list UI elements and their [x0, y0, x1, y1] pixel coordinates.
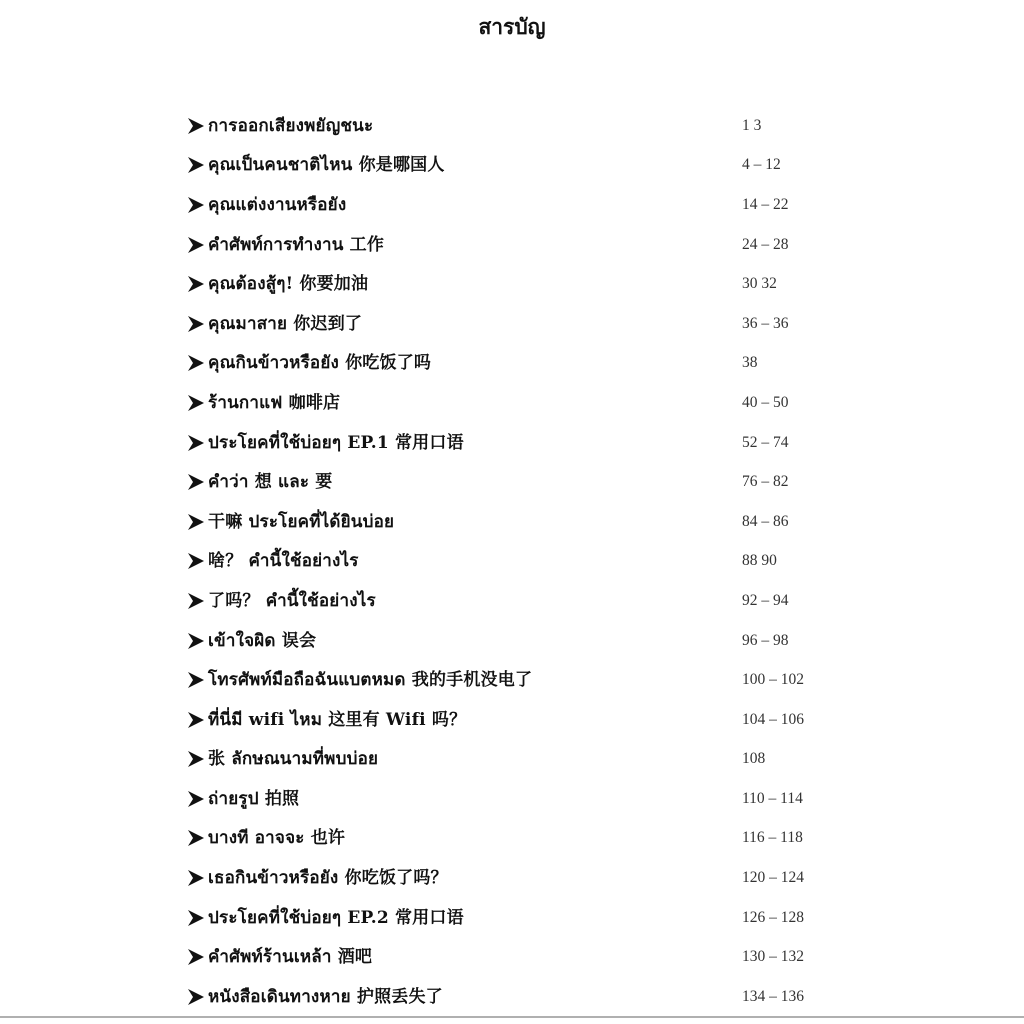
toc-entry-pages: 52 – 74: [742, 433, 789, 451]
arrowhead-bullet-icon: [186, 708, 208, 732]
toc-entry-pages: 120 – 124: [742, 869, 804, 887]
toc-entry-title: การออกเสียงพยัญชนะ: [208, 115, 374, 136]
toc-entry-pages: 110 – 114: [742, 789, 803, 807]
arrowhead-bullet-icon: [186, 866, 208, 890]
arrowhead-bullet-icon: [186, 945, 208, 969]
arrowhead-bullet-icon: [186, 233, 208, 257]
arrowhead-bullet-icon: [186, 510, 208, 534]
toc-entry-pages: 88 90: [742, 552, 777, 570]
toc-entry: [186, 383, 846, 423]
toc-entry: [186, 462, 846, 502]
arrowhead-bullet-icon: [186, 549, 208, 573]
arrowhead-bullet-icon: [186, 787, 208, 811]
toc-entry: [186, 898, 846, 938]
toc-entry: [186, 660, 846, 700]
toc-entry: [186, 185, 846, 225]
toc-entry-title: หนังสือเดินทางหาย 护照丢失了: [208, 986, 443, 1007]
arrowhead-bullet-icon: [186, 470, 208, 494]
toc-entry-title: 张 ลักษณนามที่พบบ่อย: [208, 749, 379, 770]
toc-entry: [186, 819, 846, 859]
arrowhead-bullet-icon: [186, 153, 208, 177]
arrowhead-bullet-icon: [186, 351, 208, 375]
toc-entry-pages: 100 – 102: [742, 671, 804, 689]
toc-entry: [186, 621, 846, 661]
toc-entry-pages: 126 – 128: [742, 908, 804, 926]
toc-entry: [186, 146, 846, 186]
toc-entry-pages: 130 – 132: [742, 948, 804, 966]
toc-entry: [186, 858, 846, 898]
toc-entry-title: ประโยคที่ใช้บ่อยๆ EP.2 常用口语: [208, 907, 464, 928]
toc-entry: [186, 542, 846, 582]
toc-entry-pages: 116 – 118: [742, 829, 803, 847]
toc-entry-title: ร้านกาแฟ 咖啡店: [208, 392, 341, 413]
toc-entry-title: โทรศัพท์มือถือฉันแบตหมด 我的手机没电了: [208, 670, 533, 691]
toc-entry-pages: 92 – 94: [742, 591, 789, 609]
arrowhead-bullet-icon: [186, 826, 208, 850]
toc-entry: [186, 344, 846, 384]
toc-entry-title: 啥？ คำนี้ใช้อย่างไร: [208, 551, 359, 572]
toc-entry: [186, 304, 846, 344]
toc-entry-title: คำศัพท์การทำงาน 工作: [208, 234, 385, 255]
toc-entry-title: คุณเป็นคนชาติไหน 你是哪国人: [208, 155, 445, 176]
toc-entry-title: คุณมาสาย 你迟到了: [208, 313, 363, 334]
arrowhead-bullet-icon: [186, 391, 208, 415]
toc-entry: [186, 937, 846, 977]
toc-entry: [186, 977, 846, 1017]
toc-entry-title: คุณแต่งงานหรือยัง: [208, 194, 347, 215]
toc-entry-pages: 84 – 86: [742, 512, 789, 530]
toc-entry-pages: 104 – 106: [742, 710, 804, 728]
table-of-contents: [186, 106, 846, 1017]
arrowhead-bullet-icon: [186, 193, 208, 217]
arrowhead-bullet-icon: [186, 747, 208, 771]
toc-entry-title: คำศัพท์ร้านเหล้า 酒吧: [208, 947, 373, 968]
toc-entry-pages: 108: [742, 750, 766, 768]
toc-entry-pages: 40 – 50: [742, 393, 789, 411]
toc-entry: [186, 740, 846, 780]
toc-entry-pages: 30 32: [742, 275, 777, 293]
toc-entry-title: บางที อาจจะ 也许: [208, 828, 346, 849]
toc-entry-title: คุณต้องสู้ๆ! 你要加油: [208, 274, 369, 295]
toc-entry: [186, 106, 846, 146]
arrowhead-bullet-icon: [186, 312, 208, 336]
toc-entry: [186, 502, 846, 542]
toc-entry-title: 了吗？ คำนี้ใช้อย่างไร: [208, 590, 376, 611]
toc-entry: [186, 700, 846, 740]
toc-entry-title: คำว่า 想 และ 要: [208, 472, 333, 493]
toc-entry-title: ที่นี่มี wifi ไหม 这里有 Wifi 吗？: [208, 709, 467, 730]
arrowhead-bullet-icon: [186, 629, 208, 653]
toc-entry-pages: 38: [742, 354, 758, 372]
arrowhead-bullet-icon: [186, 589, 208, 613]
page-title: สารบัญ: [478, 14, 546, 39]
arrowhead-bullet-icon: [186, 431, 208, 455]
toc-entry-title: 干嘛 ประโยคที่ได้ยินบ่อย: [208, 511, 395, 532]
toc-entry: [186, 225, 846, 265]
toc-entry-title: ถ่ายรูป 拍照: [208, 788, 300, 809]
arrowhead-bullet-icon: [186, 272, 208, 296]
toc-entry-pages: 14 – 22: [742, 195, 789, 213]
toc-entry-pages: 134 – 136: [742, 987, 804, 1005]
toc-entry: [186, 423, 846, 463]
arrowhead-bullet-icon: [186, 985, 208, 1009]
toc-entry-title: ประโยคที่ใช้บ่อยๆ EP.1 常用口语: [208, 432, 464, 453]
page-bottom-edge: [0, 1016, 1024, 1018]
toc-entry-pages: 4 – 12: [742, 156, 781, 174]
toc-entry-title: คุณกินข้าวหรือยัง 你吃饭了吗: [208, 353, 432, 374]
toc-entry: [186, 264, 846, 304]
arrowhead-bullet-icon: [186, 114, 208, 138]
toc-entry: [186, 581, 846, 621]
toc-entry-pages: 96 – 98: [742, 631, 789, 649]
arrowhead-bullet-icon: [186, 906, 208, 930]
toc-entry-pages: 1 3: [742, 116, 762, 134]
toc-entry-pages: 36 – 36: [742, 314, 789, 332]
toc-entry-pages: 24 – 28: [742, 235, 789, 253]
toc-entry-title: เข้าใจผิด 误会: [208, 630, 317, 651]
arrowhead-bullet-icon: [186, 668, 208, 692]
toc-entry: [186, 779, 846, 819]
toc-entry-pages: 76 – 82: [742, 473, 789, 491]
toc-entry-title: เธอกินข้าวหรือยัง 你吃饭了吗？: [208, 868, 448, 889]
